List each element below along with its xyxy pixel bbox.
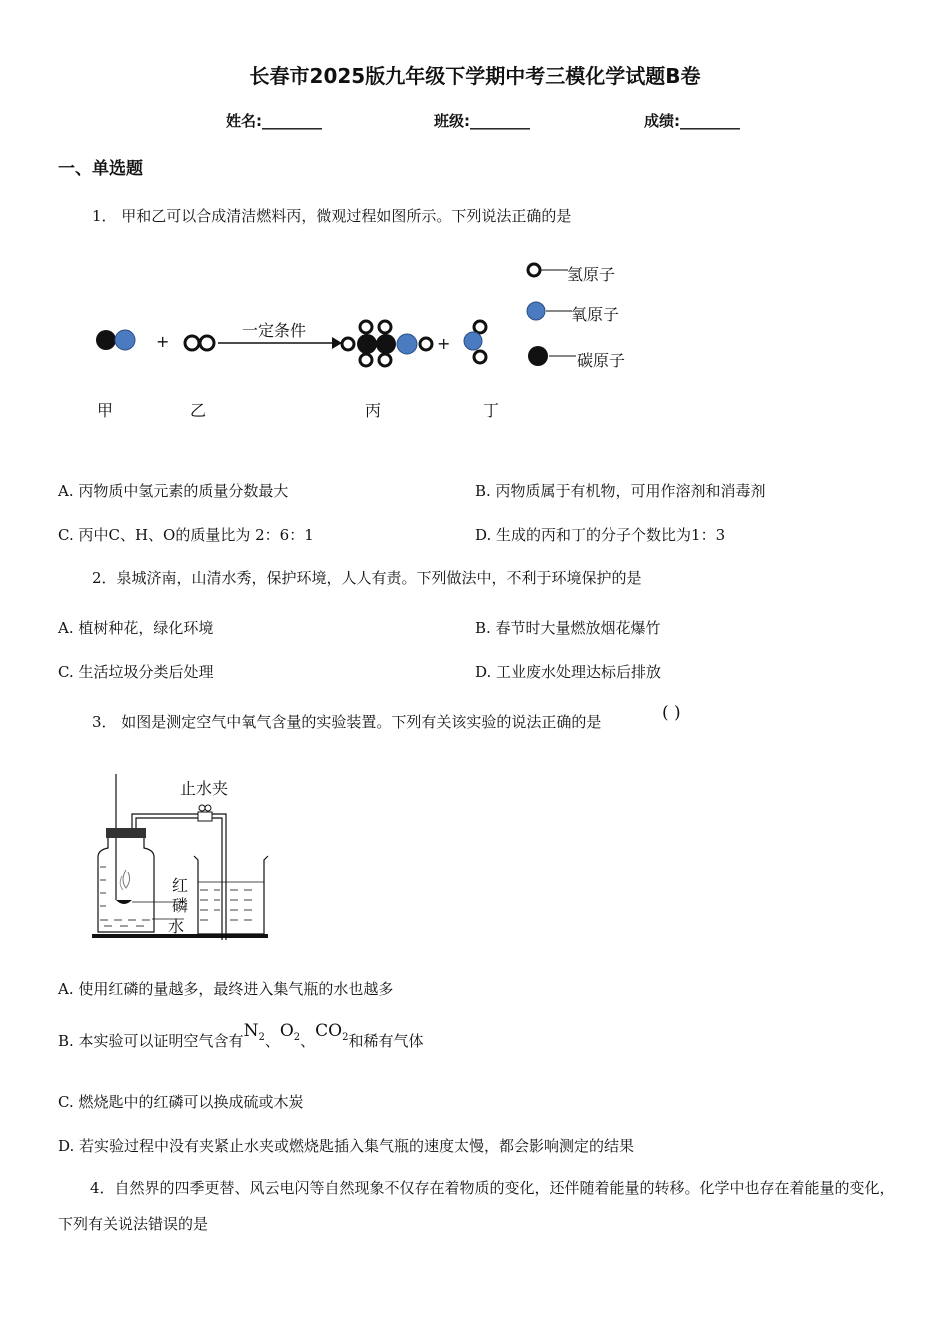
name-field[interactable]: 姓名:________ bbox=[226, 112, 322, 130]
hydrogen-atom bbox=[185, 336, 199, 350]
score-field[interactable]: 成绩:________ bbox=[644, 112, 740, 130]
carbon-atom bbox=[96, 330, 116, 350]
q2-stem: 2．泉城济南，山清水秀，保护环境，人人有责。下列做法中，不利于环境保护的是 bbox=[92, 569, 642, 587]
label-yi: 乙 bbox=[190, 401, 207, 420]
formula-n2: $N_2$ bbox=[243, 1021, 265, 1043]
q1-option-d[interactable]: D. 生成的丙和丁的分子个数比为1：3 bbox=[475, 526, 726, 544]
label-water: 水 bbox=[168, 917, 185, 936]
q3-option-b-suffix: 和稀有气体 bbox=[348, 1032, 424, 1050]
q2-option-d[interactable]: D. 工业废水处理达标后排放 bbox=[475, 663, 662, 681]
page-title: 长春市2025版九年级下学期中考三模化学试题B卷 bbox=[249, 64, 701, 88]
plus-sign: + bbox=[437, 334, 451, 353]
q3-stem: 3． 如图是测定空气中氧气含量的实验装置。下列有关该实验的说法正确的是 bbox=[92, 713, 602, 731]
q1-option-c[interactable]: C. 丙中C、H、O的质量比为 2：6：1 bbox=[58, 526, 314, 544]
plus-sign: + bbox=[156, 332, 170, 351]
q2-option-c[interactable]: C. 生活垃圾分类后处理 bbox=[58, 663, 214, 681]
legend-oxygen-icon bbox=[527, 302, 545, 320]
formula-co2: $CO_2$ bbox=[315, 1021, 349, 1043]
bottle-stopper bbox=[106, 828, 146, 838]
q3-option-d[interactable]: D. 若实验过程中没有夹紧止水夹或燃烧匙插入集气瓶的速度太慢，都会影响测定的结果 bbox=[58, 1137, 635, 1155]
q3-option-b-prefix: B. 本实验可以证明空气含有 bbox=[58, 1032, 244, 1050]
legend-oxygen-label: 氧原子 bbox=[571, 305, 620, 324]
q3-answer-paren[interactable]: ( ) bbox=[662, 703, 681, 723]
q1-option-a[interactable]: A. 丙物质中氢元素的质量分数最大 bbox=[58, 482, 289, 500]
section-single-choice: 一、单选题 bbox=[58, 159, 143, 179]
label-red-2: 磷 bbox=[172, 896, 189, 915]
class-field[interactable]: 班级:________ bbox=[434, 112, 530, 130]
q3-option-a[interactable]: A. 使用红磷的量越多，最终进入集气瓶的水也越多 bbox=[58, 980, 394, 998]
legend-hydrogen-label: 氢原子 bbox=[567, 265, 616, 284]
q3-option-b[interactable]: B. 本实验可以证明空气含有$N_2$、$O_2$、$CO_2$和稀有气体 bbox=[58, 1021, 424, 1050]
combustion-spoon bbox=[116, 900, 132, 904]
legend-carbon-label: 碳原子 bbox=[577, 351, 626, 370]
beaker bbox=[194, 856, 268, 934]
q1-option-b[interactable]: B. 丙物质属于有机物，可用作溶剂和消毒剂 bbox=[475, 482, 766, 500]
legend-hydrogen-icon bbox=[528, 264, 540, 276]
label-red-1: 红 bbox=[172, 876, 189, 895]
label-jia: 甲 bbox=[97, 401, 114, 420]
label-water-clamp: 止水夹 bbox=[180, 779, 229, 798]
hydrogen-atom bbox=[200, 336, 214, 350]
water-clamp-icon bbox=[199, 805, 205, 811]
q3-option-c[interactable]: C. 燃烧匙中的红磷可以换成硫或木炭 bbox=[58, 1093, 304, 1111]
oxygen-atom bbox=[115, 330, 135, 350]
label-bing: 丙 bbox=[365, 401, 382, 420]
q2-option-a[interactable]: A. 植树种花，绿化环境 bbox=[58, 619, 214, 637]
formula-o2: $O_2$ bbox=[279, 1021, 301, 1043]
legend-carbon-icon bbox=[528, 346, 548, 366]
q2-option-b[interactable]: B. 春节时大量燃放烟花爆竹 bbox=[475, 619, 661, 637]
q1-stem: 1． 甲和乙可以合成清洁燃料丙，微观过程如图所示。下列说法正确的是 bbox=[92, 207, 572, 225]
gas-bottle bbox=[98, 834, 154, 932]
arrow-head bbox=[332, 337, 342, 349]
q4-stem: 4．自然界的四季更替、风云电闪等自然现象不仅存在着物质的变化，还伴随着能量的转移。化学中也存在着能量的变化，下列有关说法错误的是 bbox=[58, 1179, 895, 1233]
label-ding: 丁 bbox=[483, 401, 500, 420]
arrow-label: 一定条件 bbox=[242, 321, 307, 340]
